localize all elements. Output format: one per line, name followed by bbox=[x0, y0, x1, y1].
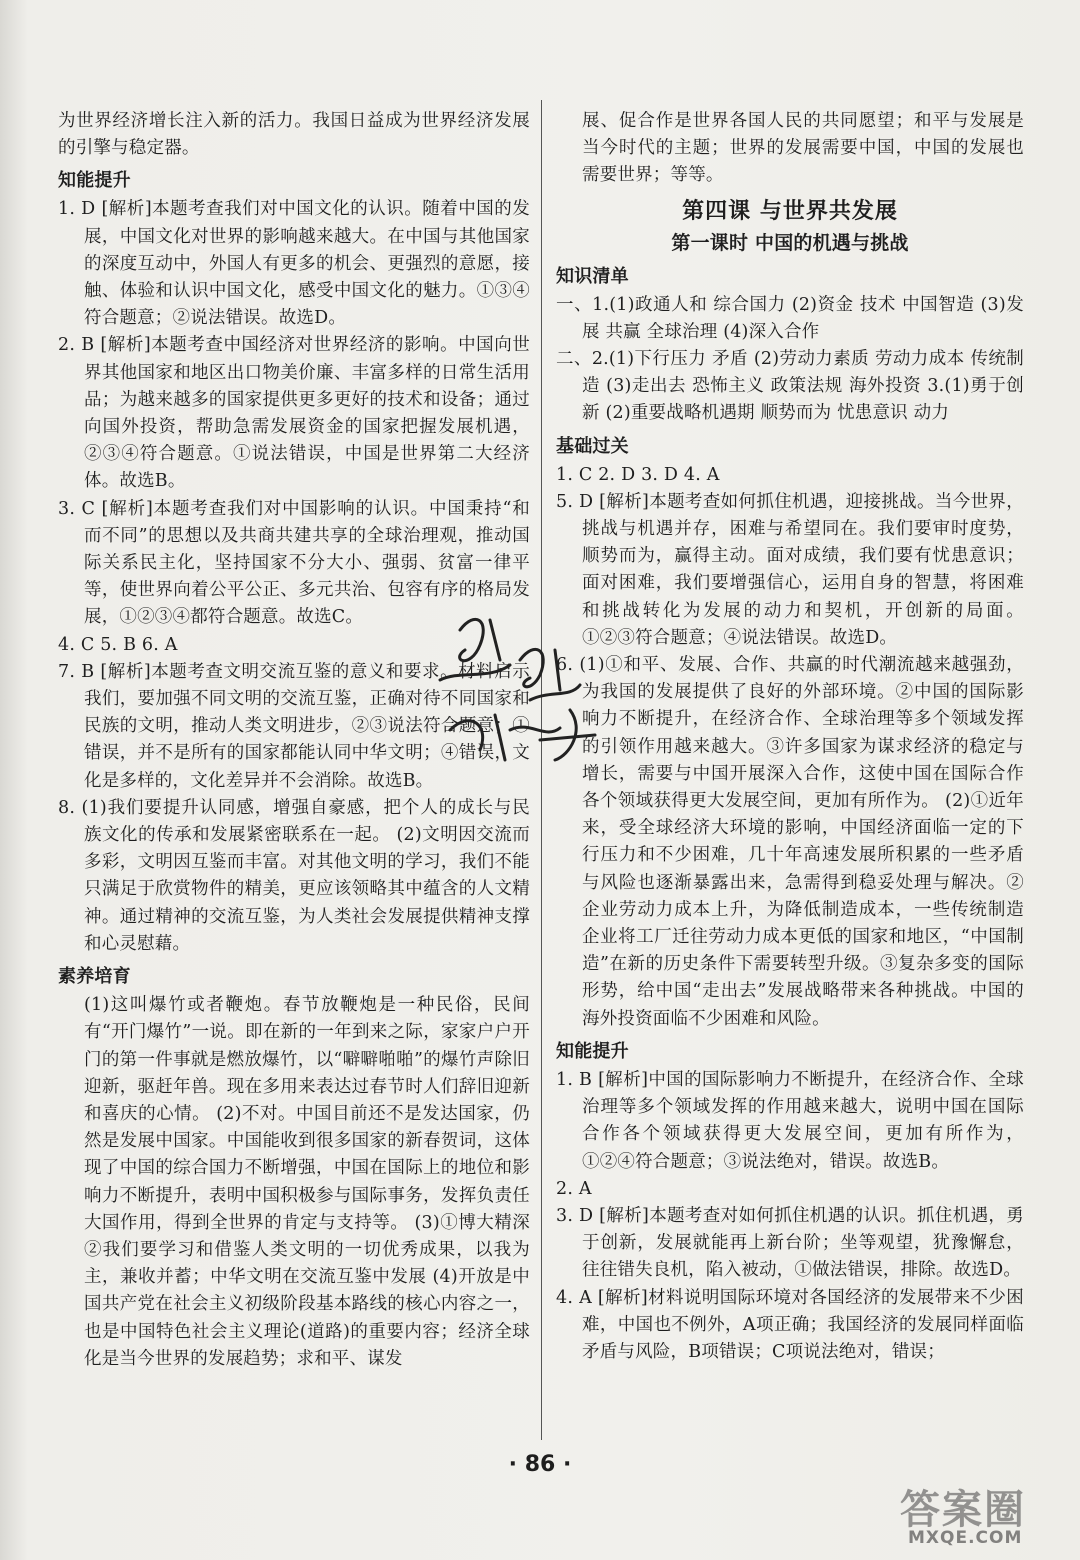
continued-paragraph: 展、促合作是世界各国人民的共同愿望；和平与发展是当今时代的主题；世界的发展需要中国，中国的发展也需要世界；等等。 bbox=[582, 111, 1024, 186]
intro-paragraph: 为世界经济增长注入新的活力。我国日益成为世界经济发展的引擎与稳定器。 bbox=[58, 111, 530, 159]
watermark bbox=[900, 1478, 1070, 1556]
basic-items-1-4: 1. C 2. D 3. D 4. A bbox=[556, 464, 720, 485]
answer-item-3: 3. C [解析]本题考查我们对中国影响的认识。中国秉持“和而不同”的思想以及共商共建共享的全球治理观，推动国际关系民主化，坚持国家不分大小、强弱、贫富一律平等，使世界向着公平公正、多元共治、包容有序的格局发展，①②③④都符合题意。故选C。 bbox=[58, 498, 530, 628]
basic-item-6: 6. (1)①和平、发展、合作、共赢的时代潮流越来越强劲，为我国的发展提供了良好的外部环境。②中国的国际影响力不断提升，在经济合作、全球治理等多个领域发挥的引领作用越来越大。③许多国家为谋求经济的稳定与增长，需要与中国开展深入合作，这使中国在国际合作各个领域获得更大发展空间，更加有所作为。 (2)①近年来，受全球经济大环境的影响，中国经济面临一定的下行压力和不少困难，几十年高速发展所积累的一些矛盾与风险也逐渐暴露出来，急需得到稳妥处理与解决。②企业劳动力成本上升，为降低制造成本，一些传统制造企业将工厂迁往劳动力成本更低的国家和地区，“中国制造”在新的历史条件下需要转型升级。③复杂多变的国际形势，给中国“走出去”发展战略带来各种挑战。中国的海外投资面临不少困难和风险。 bbox=[556, 655, 1024, 1029]
section-heading-zhineng: 知能提升 bbox=[58, 170, 131, 192]
period-title: 第一课时 中国的机遇与挑战 bbox=[671, 231, 909, 254]
handwritten-scribble bbox=[420, 590, 660, 790]
answer-item-2: 2. B [解析]本题考查中国经济对世界经济的影响。中国向世界其他国家和地区出口物美价廉、丰富多样的日常生活用品；为越来越多的国家提供更多更好的技术和设备；通过向国外投资，帮助急需发展资金的国家把握发展机遇，②③④符合题意。①说法错误，中国是世界第二大经济体。故选B。 bbox=[58, 335, 530, 492]
section-heading-jichu: 基础过关 bbox=[556, 435, 629, 457]
answer-items-4-6: 4. C 5. B 6. A bbox=[58, 634, 178, 655]
cultivation-answer: (1)这叫爆竹或者鞭炮。春节放鞭炮是一种民俗，民间有“开门爆竹”一说。即在新的一年到来之际，家家户户开门的第一件事就是燃放爆竹，以“噼噼啪啪”的爆竹声除旧迎新，驱赶年兽。现在多用来表达过春节时人们辞旧迎新和喜庆的心情。 (2)不对。中国目前还不是发达国家，仍然是发展中国家。中国能收到很多国家的新春贺词，这体现了中国的综合国力不断增强，中国在国际上的地位和影响力不断提升，表明中国积极参与国际事务，发挥负责任大国作用，得到全世界的肯定与支持等。 (3)①博大精深 ②我们要学习和借鉴人类文明的一切优秀成果，以我为主，兼收并蓄；中华文明在交流互鉴中发展 (4)开放是中国共产党在社会主义初级阶段基本路线的核心内容之一，也是中国特色社会主义理论(道路)的重要内容；经济全球化是当今世界的发展趋势；求和平、谋发 bbox=[84, 995, 530, 1369]
basic-item-5: 5. D [解析]本题考查如何抓住机遇，迎接挑战。当今世界，挑战与机遇并存，困难与希望同在。我们要审时度势，顺势而为，赢得主动。面对成绩，我们要有忧患意识；面对困难，我们要增强信心，运用自身的智慧，将困难和挑战转化为发展的动力和契机，开创新的局面。①②③符合题意；④说法错误。故选D。 bbox=[556, 491, 1024, 648]
answer-item-8: 8. (1)我们要提升认同感，增强自豪感，把个人的成长与民族文化的传承和发展紧密联系在一起。 (2)文明因交流而多彩，文明因互鉴而丰富。对其他文明的学习，我们不能只满足于欣赏物件的精美，更应该领略其中蕴含的人文精神。通过精神的交流互鉴，为人类社会发展提供精神支撑和心灵慰藉。 bbox=[58, 797, 530, 954]
watermark-logo: 答案圈 bbox=[900, 1487, 1026, 1533]
lesson-title: 第四课 与世界共发展 bbox=[682, 198, 898, 224]
knowledge-item-1: 一、1.(1)政通人和 综合国力 (2)资金 技术 中国智造 (3)发展 共赢 全球治理 (4)深入合作 bbox=[556, 294, 1024, 342]
section-heading-suyang: 素养培育 bbox=[58, 966, 131, 988]
answer-item-7: 7. B [解析]本题考查文明交流互鉴的意义和要求。材料启示我们，要加强不同文明的交流互鉴，正确对待不同国家和民族的文明，推动人类文明进步，②③说法符合题意；①错误，并不是所有的国家都能认同中华文明；④错误，文化是多样的，文化差异并不会消除。故选B。 bbox=[58, 661, 530, 791]
section-heading-zhishi: 知识清单 bbox=[556, 265, 629, 287]
page-number: · 86 · bbox=[508, 1452, 572, 1477]
answer-item-1: 1. D [解析]本题考查我们对中国文化的认识。随着中国的发展，中国文化对世界的影响越来越大。在中国与其他国家的深度互动中，外国人有更多的机会、更强烈的意愿，接触、体验和认识中国文化，感受中国文化的魅力。①③④符合题意；②说法错误。故选D。 bbox=[58, 199, 530, 329]
ability-item-4: 4. A [解析]材料说明国际环境对各国经济的发展带来不少困难，中国也不例外，A项正确；我国经济的发展同样面临矛盾与风险，B项错误；C项说法绝对，错误； bbox=[556, 1287, 1024, 1362]
ability-item-3: 3. D [解析]本题考查对如何抓住机遇的认识。抓住机遇，勇于创新，发展就能再上新台阶；坐等观望，犹豫懈怠，往往错失良机，陷入被动，①做法错误，排除。故选D。 bbox=[556, 1205, 1024, 1281]
knowledge-item-2: 二、2.(1)下行压力 矛盾 (2)劳动力素质 劳动力成本 传统制造 (3)走出去 恐怖主义 政策法规 海外投资 3.(1)勇于创新 (2)重要战略机遇期 顺势而为 忧患意识 动力 bbox=[556, 349, 1024, 424]
ability-item-2: 2. A bbox=[556, 1178, 592, 1199]
watermark-site: MXQE.COM bbox=[908, 1528, 1023, 1548]
ability-item-1: 1. B [解析]中国的国际影响力不断提升，在经济合作、全球治理等多个领域发挥的作用越来越大，说明中国在国际合作各个领域获得更大发展空间，更加有所作为，①②④符合题意；③说法绝对，错误。故选B。 bbox=[556, 1069, 1024, 1172]
section-heading-zhineng-2: 知能提升 bbox=[556, 1040, 629, 1062]
